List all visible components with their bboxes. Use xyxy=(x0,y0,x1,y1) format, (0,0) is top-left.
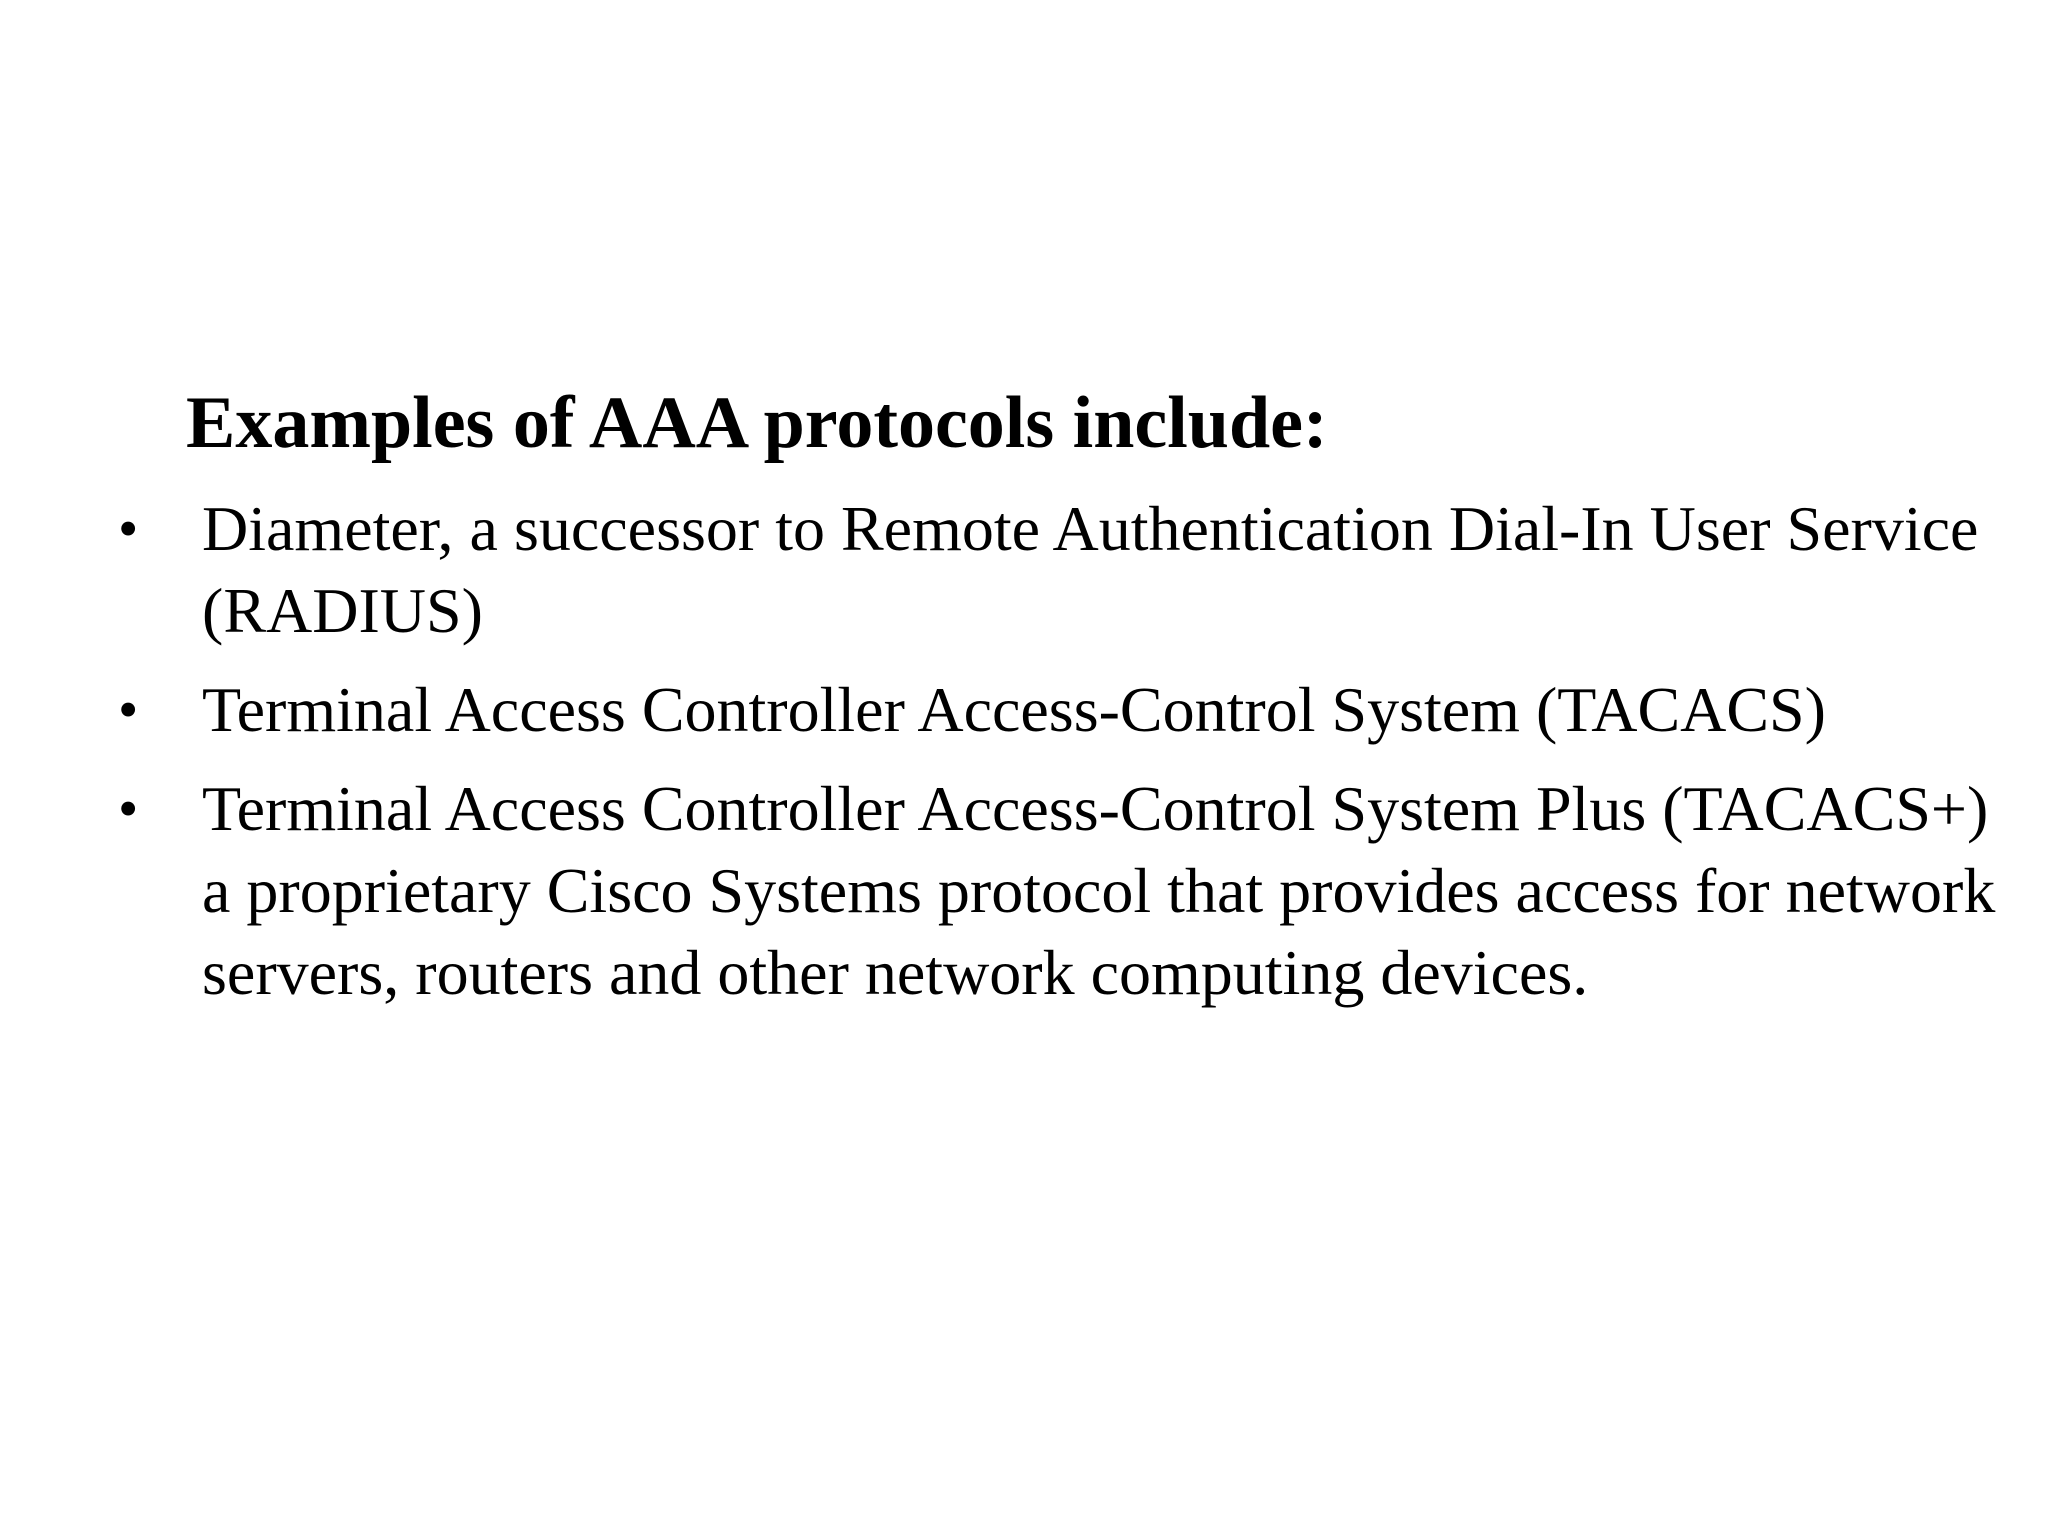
bullet-icon: • xyxy=(118,677,139,742)
bullet-icon: • xyxy=(118,776,139,841)
bullet-list xyxy=(118,488,1998,1031)
bullet-item-tacacs xyxy=(118,669,1998,751)
bullet-item-diameter xyxy=(118,488,1998,652)
bullet-item-tacacs-plus xyxy=(118,768,1998,1014)
bullet-icon: • xyxy=(118,496,139,561)
bullet-text: Diameter, a successor to Remote Authentication Dial-In User Service (RADIUS) xyxy=(202,493,1979,646)
bullet-text: Terminal Access Controller Access-Control System Plus (TACACS+) a proprietary Cisco Systems protocol that provides access for network servers, routers and other network computing devices. xyxy=(202,773,1996,1008)
bullet-text: Terminal Access Controller Access-Control System (TACACS) xyxy=(202,674,1826,745)
slide-heading: Examples of AAA protocols include: xyxy=(186,382,1328,464)
